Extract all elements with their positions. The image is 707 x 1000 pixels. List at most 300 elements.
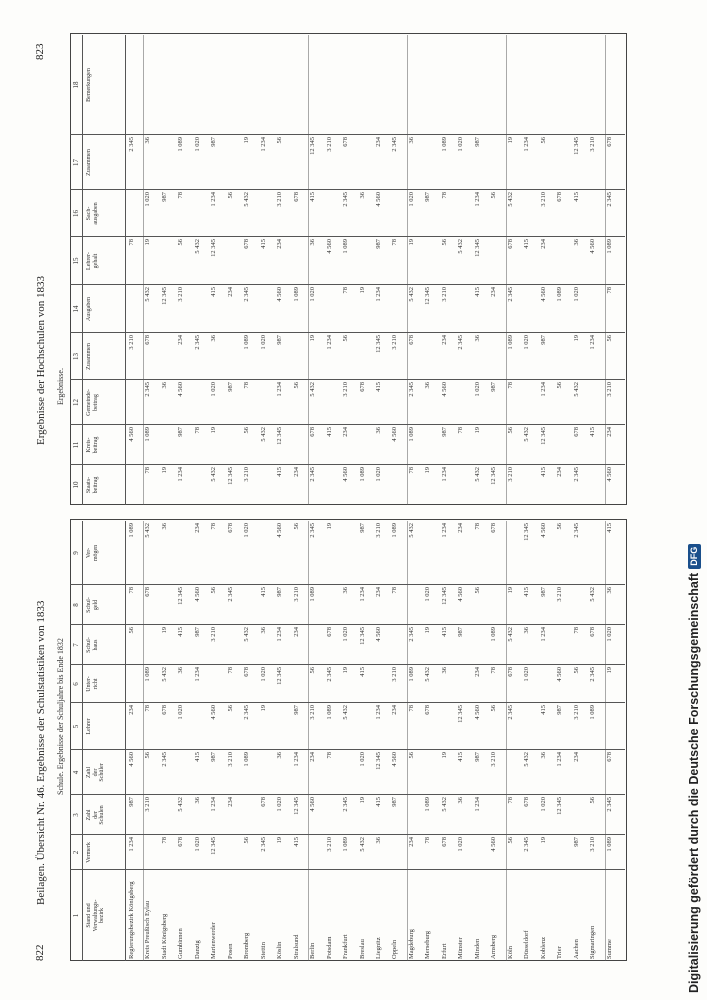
table-cell: 987 [473, 137, 481, 147]
page-number-left: 822 [34, 944, 46, 961]
column-rule [70, 379, 625, 380]
table-cell: 19 [539, 837, 547, 844]
dfg-logo: DFG [688, 544, 701, 569]
table-cell: 1 089 [325, 705, 333, 720]
table-cell: 678 [177, 837, 185, 847]
table-cell: 36 [572, 239, 580, 246]
table-cell: 56 [144, 752, 152, 759]
row-label: Regierungsbezirk Königsberg [128, 881, 135, 959]
table-cell: 415 [292, 837, 300, 847]
table-cell: 36 [144, 137, 152, 144]
table-cell: 3 210 [589, 837, 597, 852]
table-cell: 415 [309, 192, 317, 202]
table-cell: 678 [424, 705, 432, 715]
table-cell: 1 089 [292, 287, 300, 302]
table-cell: 36 [407, 137, 415, 144]
table-cell: 234 [292, 627, 300, 637]
row-label: Aachen [572, 939, 580, 959]
table-cell: 4 560 [276, 287, 284, 302]
column-number: 1 [72, 913, 80, 918]
table-cell: 56 [226, 192, 234, 199]
page-number-right: 823 [34, 43, 46, 60]
table-cell: 1 020 [309, 287, 317, 302]
column-rule [70, 794, 625, 795]
table-cell: 12 345 [226, 467, 234, 485]
table-cell: 987 [226, 382, 234, 392]
table-cell: 4 560 [391, 427, 399, 442]
table-cell: 4 560 [177, 382, 185, 397]
column-header: Lehrer [86, 718, 92, 735]
table-cell: 415 [259, 239, 267, 249]
table-cell: 4 560 [128, 752, 135, 767]
table-cell: 234 [473, 667, 481, 677]
table-cell: 678 [342, 137, 350, 147]
table-cell: 234 [391, 705, 399, 715]
table-cell: 19 [572, 335, 580, 342]
table-cell: 36 [160, 523, 168, 530]
table-cell: 12 345 [473, 239, 481, 257]
row-label: Potsdam [325, 936, 333, 959]
table-cell: 415 [457, 752, 465, 762]
row-label: Posen [226, 943, 234, 959]
table-cell: 234 [226, 797, 234, 807]
table-cell: 36 [193, 797, 201, 804]
table-cell: 5 432 [407, 523, 415, 538]
table-cell: 234 [292, 467, 300, 477]
row-label: Breslau [358, 939, 366, 959]
table-cell: 2 345 [309, 523, 317, 538]
table-cell: 56 [243, 837, 251, 844]
table-cell: 12 345 [375, 752, 382, 770]
column-number: 11 [72, 441, 80, 449]
table-cell: 415 [539, 467, 547, 477]
table-cell: 2 345 [259, 837, 267, 852]
table-cell: 678 [572, 427, 580, 437]
column-number: 12 [72, 399, 80, 406]
table-cell: 987 [210, 752, 218, 762]
row-label: Arnsberg [490, 934, 498, 959]
table-cell: 36 [276, 752, 284, 759]
table-cell: 1 020 [144, 192, 152, 207]
table-cell: 2 345 [407, 382, 415, 397]
table-cell: 56 [506, 837, 514, 844]
table-cell: 1 020 [210, 382, 218, 397]
column-header: Kreis- beitrag [86, 436, 99, 454]
table-cell: 1 089 [440, 137, 448, 152]
table-cell: 987 [358, 523, 366, 533]
table-cell: 36 [375, 427, 382, 434]
table-cell: 56 [556, 523, 564, 530]
row-label: Merseburg [424, 930, 432, 959]
row-label: Münster [457, 937, 465, 959]
table-cell: 1 089 [589, 705, 597, 720]
table-cell: 12 345 [358, 627, 366, 645]
table-cell: 987 [473, 752, 481, 762]
table-cell: 36 [539, 752, 547, 759]
table-cell: 56 [556, 382, 564, 389]
table-cell: 12 345 [424, 287, 432, 305]
table-cell: 1 234 [259, 137, 267, 152]
table-cell: 1 020 [523, 667, 531, 682]
table-cell: 5 432 [424, 667, 432, 682]
left-page-header: Beilagen. Übersicht Nr. 46. Ergebnisse der Schulstatistiken von 1833 [35, 600, 47, 905]
column-header: Schul- geld [86, 597, 99, 613]
table-cell: 2 345 [226, 587, 234, 602]
table-cell: 36 [457, 797, 465, 804]
table-cell: 36 [375, 837, 382, 844]
table-cell: 78 [128, 239, 135, 246]
table-cell: 1 020 [473, 382, 481, 397]
table-cell: 678 [523, 797, 531, 807]
row-label: Berlin [309, 942, 317, 959]
column-header: Zahl der Schulen [86, 805, 105, 825]
column-header: Staats- beitrag [86, 476, 99, 494]
column-rule [70, 749, 625, 750]
column-number: 6 [72, 682, 80, 686]
table-cell: 3 210 [391, 335, 399, 350]
table-cell: 3 210 [128, 335, 135, 350]
table-cell: 12 345 [210, 837, 218, 855]
table-cell: 415 [605, 523, 613, 533]
table-cell: 1 234 [589, 335, 597, 350]
table-cell: 3 210 [309, 705, 317, 720]
table-cell: 12 345 [556, 797, 564, 815]
table-cell: 1 234 [128, 837, 135, 852]
table-cell: 987 [177, 427, 185, 437]
row-label: Stralsund [292, 934, 300, 959]
table-cell: 3 210 [226, 752, 234, 767]
table-cell: 678 [407, 335, 415, 345]
table-cell: 1 020 [358, 752, 366, 767]
column-header: Lehrer- gehalt [86, 252, 99, 270]
table-cell: 678 [358, 382, 366, 392]
table-cell: 5 432 [572, 382, 580, 397]
table-cell: 3 210 [276, 192, 284, 207]
table-cell: 5 432 [177, 797, 185, 812]
table-cell: 1 089 [407, 427, 415, 442]
table-cell: 2 345 [407, 627, 415, 642]
table-cell: 415 [210, 287, 218, 297]
table-cell: 987 [539, 335, 547, 345]
table-cell: 2 345 [572, 467, 580, 482]
table-cell: 1 020 [605, 627, 613, 642]
table-cell: 2 345 [523, 837, 531, 852]
table-cell: 1 234 [375, 705, 382, 720]
table-cell: 234 [605, 427, 613, 437]
table-cell: 2 345 [193, 335, 201, 350]
table-cell: 987 [457, 627, 465, 637]
column-rule [70, 584, 625, 585]
table-cell: 3 210 [325, 137, 333, 152]
table-cell: 1 234 [210, 797, 218, 812]
table-cell: 234 [128, 705, 135, 715]
table-cell: 78 [144, 467, 152, 474]
table-cell: 5 432 [407, 287, 415, 302]
table-cell: 4 560 [193, 587, 201, 602]
column-rule [70, 284, 625, 285]
table-cell: 56 [309, 667, 317, 674]
table-cell: 4 560 [605, 467, 613, 482]
table-cell: 12 345 [523, 523, 531, 541]
table-cell: 1 020 [259, 335, 267, 350]
table-cell: 3 210 [589, 137, 597, 152]
table-cell: 415 [539, 705, 547, 715]
row-label: Trier [556, 946, 564, 959]
header-rule [125, 35, 126, 505]
table-cell: 987 [490, 382, 498, 392]
table-cell: 1 234 [193, 667, 201, 682]
table-cell: 2 345 [506, 705, 514, 720]
table-cell: 4 560 [589, 239, 597, 254]
table-cell: 5 432 [210, 467, 218, 482]
table-cell: 36 [309, 239, 317, 246]
table-cell: 78 [440, 192, 448, 199]
table-cell: 5 432 [506, 192, 514, 207]
row-label: Stadt Königsberg [160, 913, 168, 959]
column-number: 18 [72, 81, 80, 89]
header-rule [125, 521, 126, 961]
table-cell: 12 345 [440, 587, 448, 605]
table-cell: 19 [506, 587, 514, 594]
table-cell: 234 [375, 587, 382, 597]
table-cell: 987 [193, 627, 201, 637]
table-cell: 2 345 [309, 467, 317, 482]
table-cell: 19 [473, 427, 481, 434]
table-cell: 78 [506, 797, 514, 804]
table-cell: 19 [424, 627, 432, 634]
table-cell: 1 020 [342, 627, 350, 642]
column-header: Ausgaben [86, 297, 92, 321]
table-cell: 56 [473, 587, 481, 594]
row-label: Minden [473, 938, 481, 959]
table-cell: 1 089 [342, 239, 350, 254]
table-cell: 415 [523, 587, 531, 597]
table-cell: 415 [473, 287, 481, 297]
table-cell: 5 432 [589, 587, 597, 602]
column-rule [70, 134, 625, 135]
table-cell: 56 [539, 137, 547, 144]
dfg-watermark [685, 8, 703, 993]
table-cell: 678 [144, 335, 152, 345]
table-cell: 5 432 [309, 382, 317, 397]
table-cell: 19 [506, 137, 514, 144]
table-cell: 678 [144, 587, 152, 597]
table-cell: 987 [424, 192, 432, 202]
column-number: 16 [72, 210, 80, 217]
table-cell: 2 345 [572, 523, 580, 538]
table-cell: 1 089 [144, 427, 152, 442]
table-cell: 678 [226, 523, 234, 533]
row-label: Summe [605, 939, 613, 959]
table-cell: 234 [309, 752, 317, 762]
column-number: 3 [72, 813, 80, 817]
table-cell: 78 [160, 837, 168, 844]
table-cell: 3 210 [440, 287, 448, 302]
table-cell: 234 [276, 239, 284, 249]
table-cell: 5 432 [243, 627, 251, 642]
column-number: 8 [72, 603, 80, 607]
table-cell: 4 560 [391, 752, 399, 767]
left-caption: Schule. Ergebnisse der Schuljahre bis Ende 1832 [56, 638, 65, 795]
table-cell: 987 [160, 192, 168, 202]
table-cell: 3 210 [556, 587, 564, 602]
table-cell: 36 [177, 667, 185, 674]
table-cell: 5 432 [243, 192, 251, 207]
right-page-header: Ergebnisse der Hochschulen von 1833 [35, 275, 47, 445]
table-cell: 78 [391, 587, 399, 594]
table-cell: 1 089 [490, 627, 498, 642]
table-cell: 3 210 [292, 587, 300, 602]
table-cell: 678 [506, 667, 514, 677]
table-cell: 987 [440, 427, 448, 437]
table-cell: 3 210 [605, 382, 613, 397]
table-cell: 415 [572, 192, 580, 202]
table-cell: 56 [589, 797, 597, 804]
table-cell: 2 345 [243, 705, 251, 720]
table-cell: 1 020 [457, 837, 465, 852]
table-cell: 56 [226, 705, 234, 712]
table-cell: 1 089 [243, 335, 251, 350]
table-cell: 36 [358, 192, 366, 199]
column-header: Zahl der Schüler [86, 763, 105, 782]
table-cell: 1 234 [292, 752, 300, 767]
table-cell: 3 210 [375, 523, 382, 538]
table-cell: 5 432 [457, 239, 465, 254]
table-cell: 1 089 [342, 837, 350, 852]
table-cell: 5 432 [144, 287, 152, 302]
table-cell: 12 345 [375, 335, 382, 353]
table-cell: 2 345 [325, 667, 333, 682]
table-cell: 987 [276, 335, 284, 345]
table-cell: 234 [342, 427, 350, 437]
table-cell: 36 [424, 382, 432, 389]
column-number: 7 [72, 643, 80, 647]
table-cell: 1 234 [440, 467, 448, 482]
table-cell: 5 432 [523, 427, 531, 442]
column-header: Zusammen [86, 343, 92, 370]
table-cell: 36 [259, 627, 267, 634]
table-cell: 415 [259, 587, 267, 597]
column-rule [70, 236, 625, 237]
table-cell: 78 [424, 837, 432, 844]
table-cell: 1 234 [375, 287, 382, 302]
right-caption: Ergebnisse. [56, 368, 65, 405]
table-cell: 234 [457, 523, 465, 533]
table-cell: 78 [210, 523, 218, 530]
table-cell: 19 [210, 427, 218, 434]
table-cell: 1 020 [193, 837, 201, 852]
table-cell: 56 [210, 587, 218, 594]
table-cell: 1 234 [539, 382, 547, 397]
column-number: 5 [72, 724, 80, 729]
table-cell: 12 345 [210, 239, 218, 257]
column-header: Zusammen [86, 149, 92, 176]
row-label: Oppeln [391, 939, 399, 959]
table-cell: 5 432 [144, 523, 152, 538]
table-cell: 234 [556, 467, 564, 477]
table-cell: 1 234 [523, 137, 531, 152]
table-cell: 12 345 [490, 467, 498, 485]
table-cell: 1 234 [325, 335, 333, 350]
table-cell: 678 [160, 705, 168, 715]
table-cell: 2 345 [506, 287, 514, 302]
table-cell: 1 234 [358, 587, 366, 602]
row-label: Erfurt [440, 943, 448, 959]
table-cell: 4 560 [440, 382, 448, 397]
table-cell: 78 [226, 667, 234, 674]
table-cell: 1 020 [572, 287, 580, 302]
table-cell: 19 [407, 239, 415, 246]
table-cell: 36 [210, 335, 218, 342]
table-cell: 78 [177, 192, 185, 199]
table-cell: 78 [473, 523, 481, 530]
table-cell: 4 560 [128, 427, 135, 442]
table-cell: 234 [177, 335, 185, 345]
table-cell: 1 234 [210, 192, 218, 207]
table-cell: 1 089 [407, 667, 415, 682]
column-rule [70, 424, 625, 425]
table-cell: 415 [276, 467, 284, 477]
table-cell: 78 [193, 427, 201, 434]
table-cell: 678 [589, 627, 597, 637]
table-cell: 987 [128, 797, 135, 807]
table-cell: 5 432 [160, 667, 168, 682]
table-cell: 36 [160, 382, 168, 389]
column-header: Gemeinde- beitrag [86, 389, 99, 416]
table-cell: 12 345 [572, 137, 580, 155]
table-cell: 678 [440, 837, 448, 847]
table-cell: 234 [407, 837, 415, 847]
table-cell: 12 345 [292, 797, 300, 815]
table-cell: 678 [259, 797, 267, 807]
table-cell: 678 [243, 239, 251, 249]
table-cell: 19 [342, 667, 350, 674]
row-label: Marienwerder [210, 922, 218, 959]
table-cell: 78 [144, 705, 152, 712]
row-label: Liegnitz [375, 937, 382, 959]
table-cell: 5 432 [259, 427, 267, 442]
row-label: Stettin [259, 942, 267, 959]
table-cell: 987 [391, 797, 399, 807]
table-cell: 678 [556, 192, 564, 202]
column-header: Schul- haus [86, 637, 99, 653]
table-cell: 5 432 [358, 837, 366, 852]
table-cell: 5 432 [523, 752, 531, 767]
table-cell: 3 210 [210, 627, 218, 642]
table-cell: 1 089 [556, 287, 564, 302]
table-cell: 19 [259, 705, 267, 712]
table-cell: 4 560 [375, 192, 382, 207]
table-cell: 3 210 [572, 705, 580, 720]
table-cell: 78 [325, 752, 333, 759]
table-cell: 2 345 [605, 192, 613, 207]
table-cell: 1 020 [375, 467, 382, 482]
table-cell: 56 [177, 239, 185, 246]
table-cell: 2 345 [342, 192, 350, 207]
table-cell: 56 [572, 667, 580, 674]
table-cell: 78 [128, 587, 135, 594]
column-header: Bemerkungen [86, 68, 92, 102]
table-cell: 234 [490, 287, 498, 297]
row-label: Düsseldorf [523, 930, 531, 959]
table-cell: 1 020 [259, 667, 267, 682]
table-cell: 1 089 [309, 587, 317, 602]
table-cell: 415 [375, 797, 382, 807]
table-cell: 1 020 [523, 335, 531, 350]
column-rule [70, 702, 625, 703]
column-number: 4 [72, 770, 80, 775]
table-cell: 78 [457, 427, 465, 434]
